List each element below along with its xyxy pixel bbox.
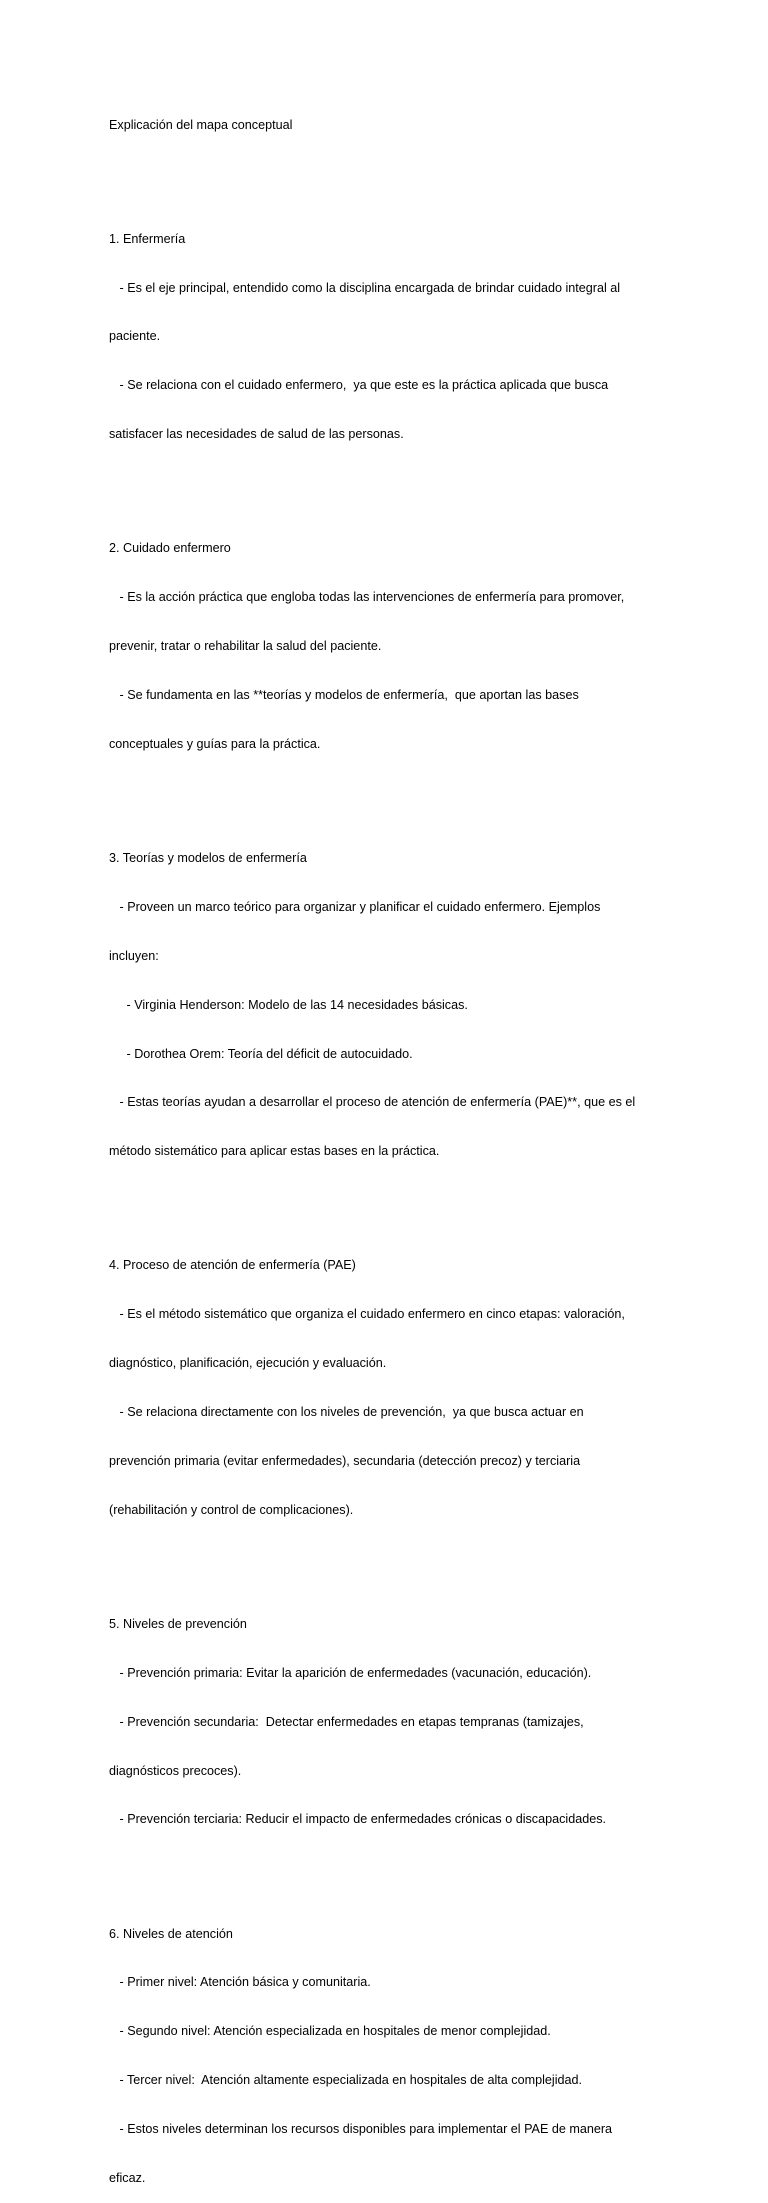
section-heading-pae: 4. Proceso de atención de enfermería (PAE) <box>109 1258 356 1273</box>
document-page <box>109 84 661 2203</box>
text-line: prevenir, tratar o rehabilitar la salud del paciente. <box>109 639 382 654</box>
text-line: - Estas teorías ayudan a desarrollar el proceso de atención de enfermería (PAE)**, que es el <box>109 1095 636 1110</box>
document-title: Explicación del mapa conceptual <box>109 117 293 132</box>
text-line: - Prevención primaria: Evitar la aparición de enfermedades (vacunación, educación). <box>109 1665 592 1680</box>
section-heading-teorias: 3. Teorías y modelos de enfermería <box>109 850 307 865</box>
blank-line <box>109 1551 661 1567</box>
text-line: - Se fundamenta en las **teorías y modelos de enfermería, que aportan las bases <box>109 687 579 702</box>
text-line: - Estos niveles determinan los recursos disponibles para implementar el PAE de manera <box>109 2122 613 2137</box>
blank-line <box>109 1192 661 1208</box>
text-line: - Segundo nivel: Atención especializada en hospitales de menor complejidad. <box>109 2024 551 2039</box>
text-line: eficaz. <box>109 2171 146 2185</box>
text-line: - Tercer nivel: Atención altamente especializada en hospitales de alta complejidad. <box>109 2073 583 2088</box>
section-heading-cuidado-enfermero: 2. Cuidado enfermero <box>109 541 231 556</box>
text-line: - Se relaciona con el cuidado enfermero, ya que este es la práctica aplicada que busca <box>109 378 609 393</box>
text-line: - Es la acción práctica que engloba todas las intervenciones de enfermería para promover, <box>109 590 625 605</box>
text-line: (rehabilitación y control de complicaciones). <box>109 1502 354 1517</box>
text-line: diagnósticos precoces). <box>109 1763 242 1778</box>
text-line: - Prevención terciaria: Reducir el impacto de enfermedades crónicas o discapacidades. <box>109 1812 607 1827</box>
text-line: - Es el eje principal, entendido como la disciplina encargada de brindar cuidado integral al <box>109 280 621 295</box>
text-line: - Primer nivel: Atención básica y comunitaria. <box>109 1975 371 1990</box>
text-line: - Dorothea Orem: Teoría del déficit de autocuidado. <box>109 1046 413 1061</box>
blank-line <box>109 785 661 801</box>
blank-line <box>109 165 661 181</box>
text-line: - Virginia Henderson: Modelo de las 14 necesidades básicas. <box>109 997 468 1012</box>
text-line: - Prevención secundaria: Detectar enfermedades en etapas tempranas (tamizajes, <box>109 1714 584 1729</box>
section-heading-niveles-prevencion: 5. Niveles de prevención <box>109 1616 247 1631</box>
text-line: - Se relaciona directamente con los niveles de prevención, ya que busca actuar en <box>109 1405 584 1420</box>
text-line: satisfacer las necesidades de salud de las personas. <box>109 427 404 442</box>
text-line: conceptuales y guías para la práctica. <box>109 736 321 751</box>
text-line: - Es el método sistemático que organiza el cuidado enfermero en cinco etapas: valoración, <box>109 1307 625 1322</box>
text-line: prevención primaria (evitar enfermedades), secundaria (detección precoz) y terciaria <box>109 1453 581 1468</box>
text-line: - Proveen un marco teórico para organizar y planificar el cuidado enfermero. Ejemplos <box>109 899 601 914</box>
text-line: incluyen: <box>109 948 159 963</box>
text-line: método sistemático para aplicar estas bases en la práctica. <box>109 1144 440 1159</box>
section-heading-enfermeria: 1. Enfermería <box>109 231 186 246</box>
text-line: diagnóstico, planificación, ejecución y evaluación. <box>109 1356 387 1371</box>
text-line: paciente. <box>109 329 161 344</box>
blank-line <box>109 475 661 491</box>
blank-line <box>109 1860 661 1876</box>
section-heading-niveles-atencion: 6. Niveles de atención <box>109 1926 233 1941</box>
